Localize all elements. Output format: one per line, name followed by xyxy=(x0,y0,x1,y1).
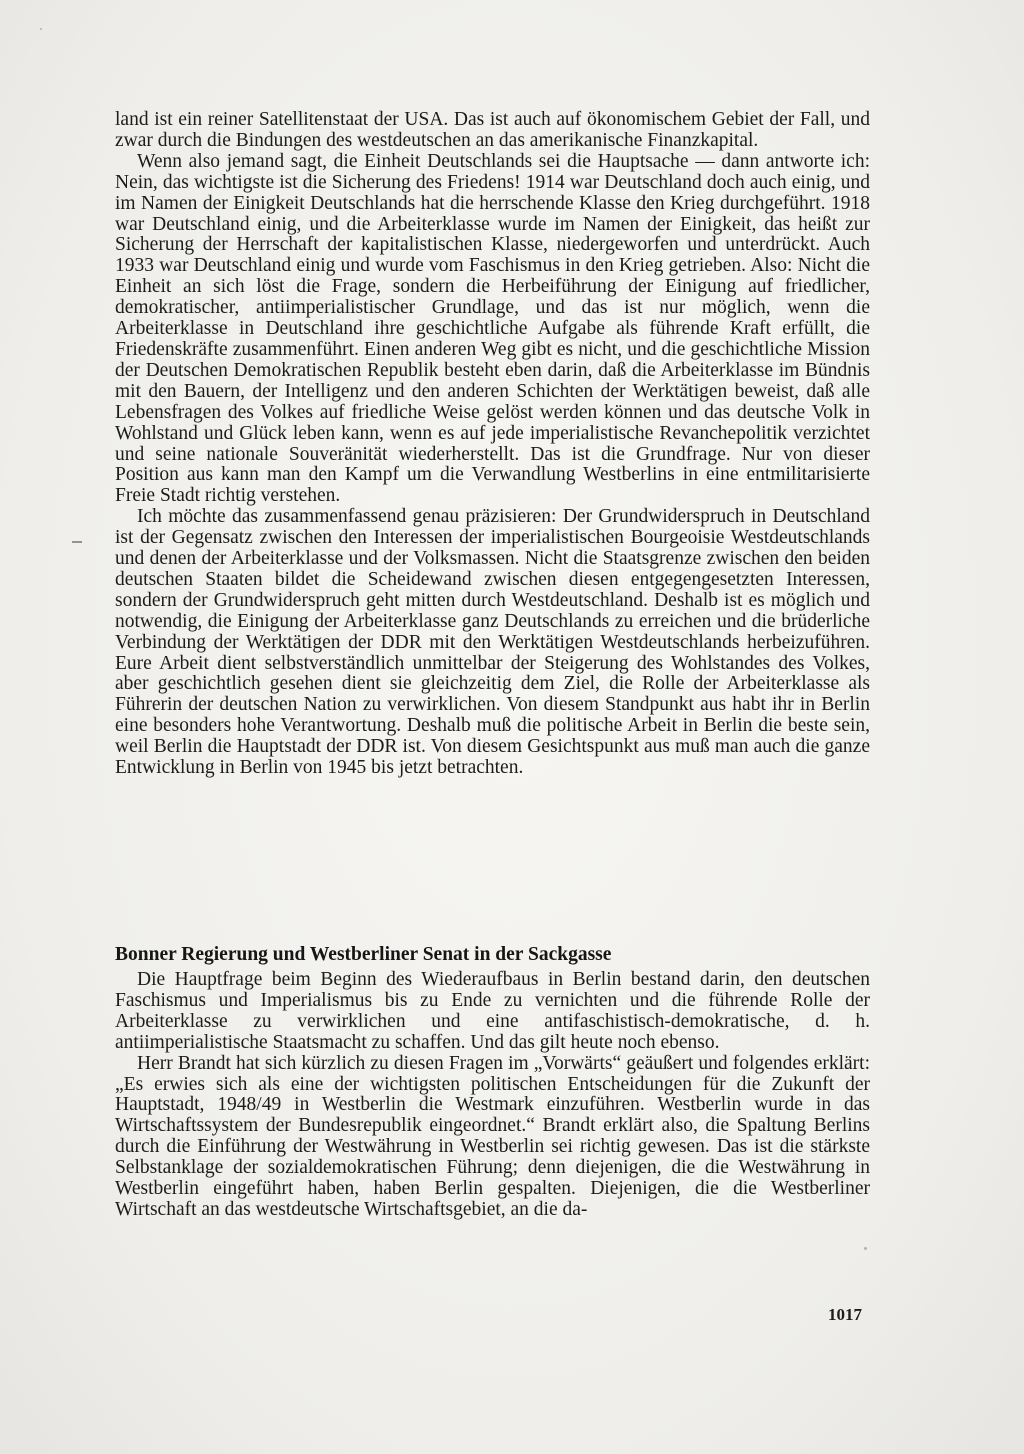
paper-speck xyxy=(40,28,42,30)
paragraph: Herr Brandt hat sich kürzlich zu diesen Fragen im „Vorwärts“ geäußert und folgendes erklärt: „Es erwies sich als eine der wichtigsten politischen Entscheidungen für die Zukunft der Hauptstadt, 1948/49 in Westberlin die Westmark einzuführen. Westberlin wurde in das Wirtschaftssystem der Bundesrepublik eingeordnet.“ Brandt erklärt also, die Spaltung Berlins durch die Einführung der Westwährung in Westberlin sei richtig gewesen. Das ist die stärkste Selbstanklage der sozialdemokratischen Führung; denn diejenigen, die die Westwährung in Westberlin eingeführt haben, haben Berlin gespalten. Diejenigen, die die Westberliner Wirtschaft an das westdeutsche Wirtschaftsgebiet, an die da- xyxy=(115,1052,870,1220)
paragraph: Ich möchte das zusammenfassend genau präzisieren: Der Grundwiderspruch in Deutschland ist der Gegensatz zwischen den Interessen der imperialistischen Bourgeoisie Westdeutschlands und denen der Arbeiterklasse und der Volksmassen. Nicht die Staatsgrenze zwischen den beiden deutschen Staaten bildet die Scheidewand zwischen diesen entgegengesetzten Interessen, sondern der Grundwiderspruch geht mitten durch Westdeutschland. Deshalb ist es möglich und notwendig, die Einigung der Arbeiterklasse ganz Deutschlands zu erreichen und die brüderliche Verbindung der Werktätigen der DDR mit den Werktätigen Westdeutschlands herbeizuführen. Eure Arbeit dient selbstverständlich unmittelbar der Steigerung des Wohlstandes des Volkes, aber geschichtlich gesehen dient sie gleichzeitig dem Ziel, die Rolle der Arbeiterklasse als Führerin der deutschen Nation zu verwirklichen. Von diesem Standpunkt aus habt ihr in Berlin eine besonders hohe Verantwortung. Deshalb muß die politische Arbeit in Berlin die beste sein, weil Berlin die Hauptstadt der DDR ist. Von diesem Gesichtspunkt aus muß man auch die ganze Entwicklung in Berlin von 1945 bis jetzt betrachten. xyxy=(115,506,870,779)
section-heading: Bonner Regierung und Westberliner Senat in der Sackgasse xyxy=(115,944,612,965)
page-number: 1017 xyxy=(828,1305,862,1324)
margin-mark xyxy=(72,541,82,543)
paragraph-continued: land ist ein reiner Satellitenstaat der USA. Das ist auch auf ökonomischem Gebiet der Fall, und zwar durch die Bindungen des westdeutschen an das amerikanische Finanzkapital. xyxy=(115,109,870,151)
body-text-bottom xyxy=(115,970,870,1221)
paragraph: Wenn also jemand sagt, die Einheit Deutschlands sei die Hauptsache — dann antworte ich: Nein, das wichtigste ist die Sicherung des Friedens! 1914 war Deutschland doch auch einig, und im Namen der Einigkeit Deutschlands hat die herrschende Klasse den Krieg durchgeführt. 1918 war Deutschland einig, und die Arbeiterklasse wurde im Namen der Einigkeit, das heißt zur Sicherung der Herrschaft der kapitalistischen Klasse, niedergeworfen und unterdrückt. Auch 1933 war Deutschland einig und wurde vom Faschismus in den Krieg getrieben. Also: Nicht die Einheit an sich löst die Frage, sondern die Herbeiführung der Einigung auf friedlicher, demokratischer, antiimperialistischer Grundlage, und das ist nur möglich, wenn die Arbeiterklasse in Deutschland ihre geschichtliche Aufgabe als führende Kraft erfüllt, die Friedenskräfte zusammenführt. Einen anderen Weg gibt es nicht, und die geschichtliche Mission der Deutschen Demokratischen Republik besteht eben darin, daß die Arbeiterklasse im Bündnis mit den Bauern, der Intelligenz und den anderen Schichten der Werktätigen beweist, daß alle Lebensfragen des Volkes auf friedliche Weise gelöst werden können und das deutsche Volk in Wohlstand und Glück leben kann, wenn es auf jede imperialistische Revanchepolitik verzichtet und seine nationale Souveränität wiederherstellt. Das ist die Grundfrage. Nur von dieser Position aus kann man den Kampf um die Verwandlung Westberlins in eine entmilitarisierte Freie Stadt richtig verstehen. xyxy=(115,150,870,507)
paper-speck xyxy=(864,1247,867,1250)
paragraph: Die Hauptfrage beim Beginn des Wiederaufbaus in Berlin bestand darin, den deutschen Faschismus und Imperialismus bis zu Ende zu vernichten und die führende Rolle der Arbeiterklasse zu verwirklichen und eine antifaschistisch-demokratische, d. h. antiimperialistische Staatsmacht zu schaffen. Und das gilt heute noch ebenso. xyxy=(115,969,870,1053)
body-text-top xyxy=(115,110,870,779)
